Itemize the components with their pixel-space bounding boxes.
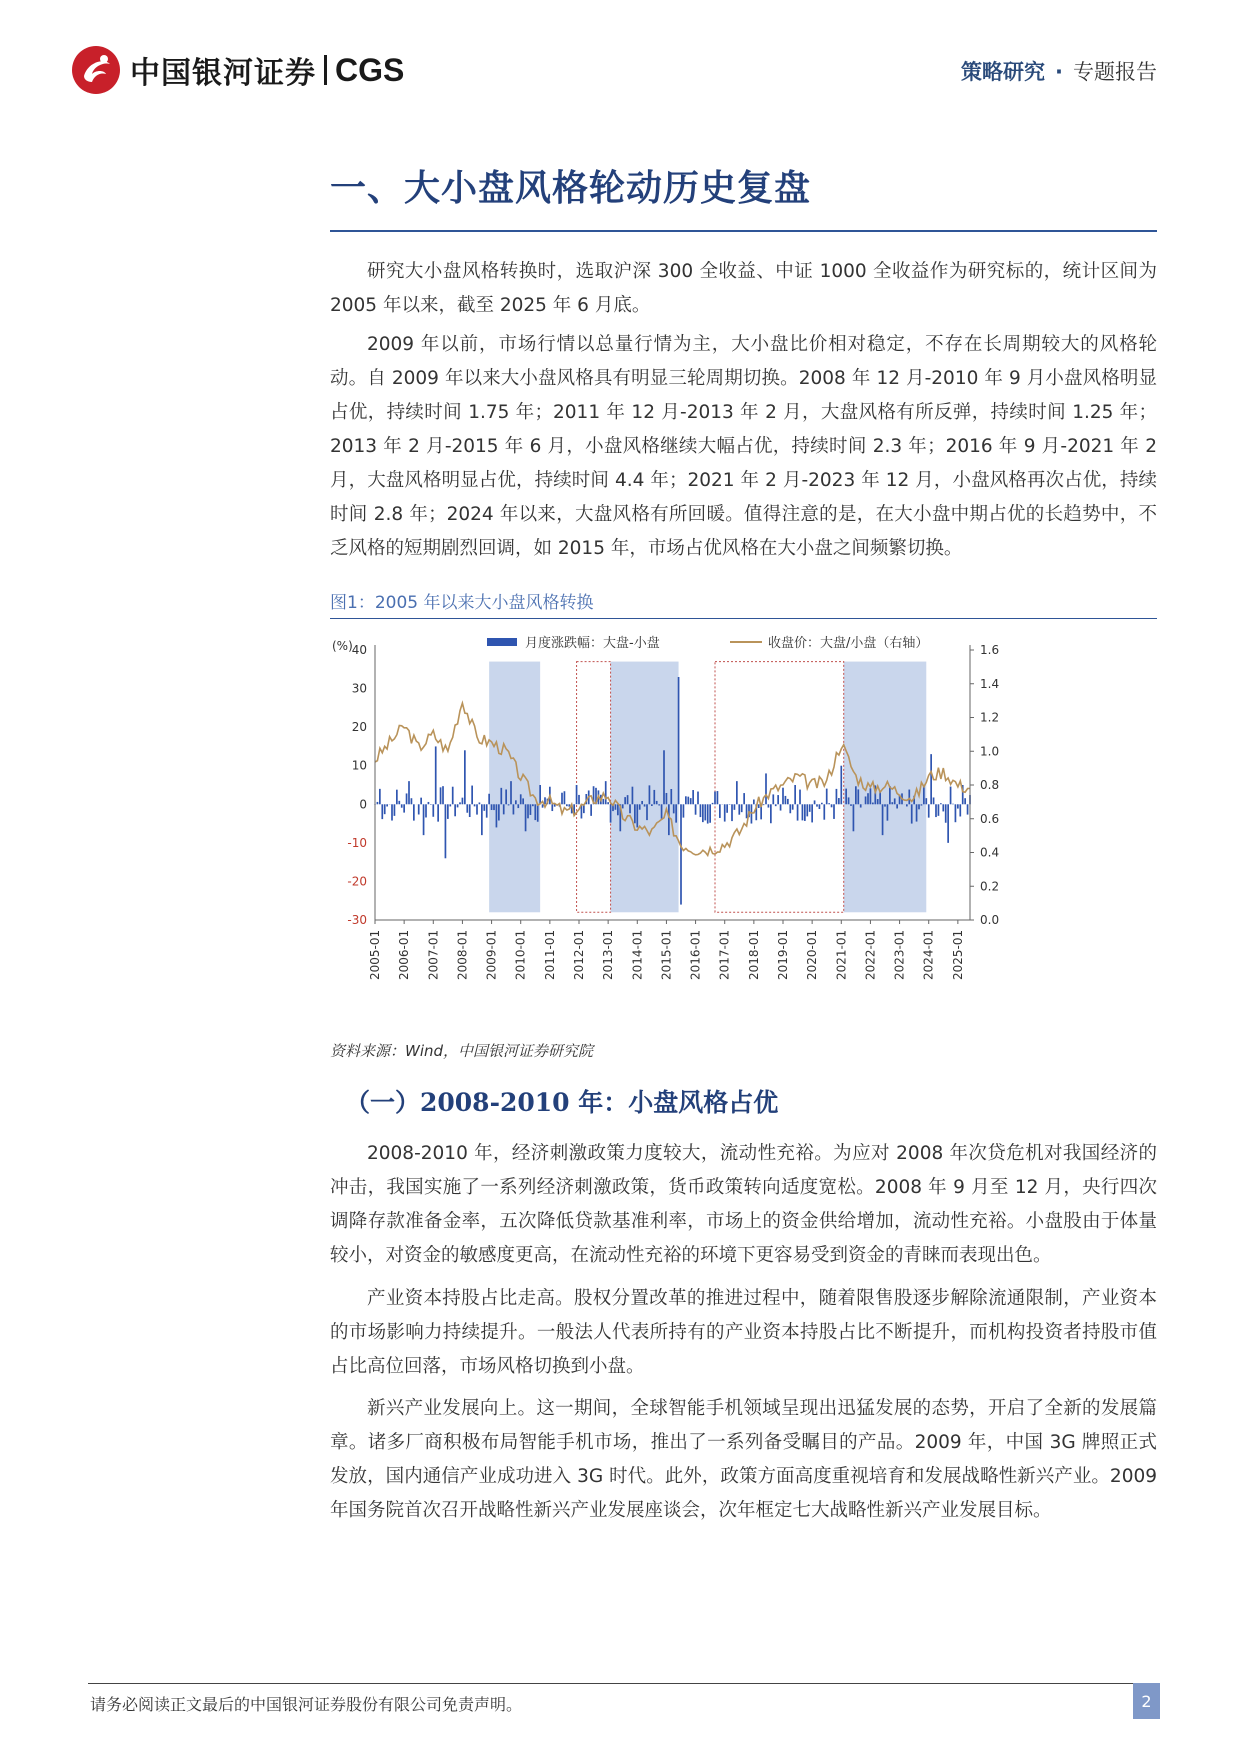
section-title-rule (330, 230, 1157, 232)
paragraph-history: 2009 年以前，市场行情以总量行情为主，大小盘比价相对稳定，不存在长周期较大的风格轮动。自 2009 年以来大小盘风格具有明显三轮周期切换。2008 年 12 月-2010 年 9 月小盘风格明显占优，持续时间 1.75 年；2011 年 12 月-2013 年 2 月，大盘风格有所反弹，持续时间 1.25 年；2013 年 2 月-2015 年 6 月，小盘风格继续大幅占优，持续时间 2.3 年；2016 年 9 月-2021 年 2 月，大盘风格明显占优，持续时间 4.4 年；2021 年 2 月-2023 年 12 月，小盘风格再次占优，持续时间 2.8 年；2024 年以来，大盘风格有所回暖。值得注意的是，在大小盘中期占优的长趋势中，不乏风格的短期剧烈回调，如 2015 年，市场占优风格在大小盘之间频繁切换。 (330, 334, 1157, 559)
paragraph-stimulus: 2008-2010 年，经济刺激政策力度较大，流动性充裕。为应对 2008 年次贷危机对我国经济的冲击，我国实施了一系列经济刺激政策，货币政策转向适度宽松。2008 年 9 月至 12 月，央行四次调降存款准备金率，五次降低贷款基准利率，市场上的资金供给增加，流动性充裕。小盘股由于体量较小，对资金的敏感度更高，在流动性充裕的环境下更容易受到资金的青睐而表现出色。 (330, 1143, 1157, 1266)
section-title: 一、大小盘风格轮动历史复盘 (330, 167, 812, 209)
monthly-diff-bar (695, 804, 697, 814)
monthly-diff-bar (401, 804, 403, 807)
monthly-diff-bar (602, 799, 604, 804)
paragraph-industrial-capital: 产业资本持股占比走高。股权分置改革的推进过程中，随着限售股逐步解除流通限制，产业资本的市场影响力持续提升。一般法人代表所持有的产业资本持股占比不断提升，而机构投资者持股市值占比高位回落，市场风格切换到小盘。 (330, 1288, 1157, 1377)
monthly-diff-bar (799, 790, 801, 805)
monthly-diff-bar (792, 804, 794, 809)
category-separator: · (1055, 60, 1063, 84)
monthly-diff-bar (466, 804, 468, 812)
left-tick-label: 40 (351, 643, 367, 657)
monthly-diff-bar (938, 804, 940, 816)
footer-disclaimer: 请务必阅读正文最后的中国银河证券股份有限公司免责声明。 (90, 1695, 523, 1714)
monthly-diff-bar (683, 804, 685, 817)
chart-legend (487, 635, 928, 651)
monthly-diff-bar (517, 804, 519, 808)
monthly-diff-bar (673, 804, 675, 813)
monthly-diff-bar (607, 802, 609, 804)
monthly-diff-bar (670, 789, 672, 804)
monthly-diff-bar (379, 789, 381, 804)
monthly-diff-bar (532, 804, 534, 806)
x-tick-label: 2023-01 (892, 929, 907, 980)
monthly-diff-bar (454, 804, 456, 816)
x-tick-label: 2019-01 (776, 929, 790, 980)
monthly-diff-bar (814, 800, 816, 804)
left-tick-label: 30 (351, 681, 367, 696)
monthly-diff-bar (821, 803, 823, 805)
monthly-diff-bar (787, 799, 789, 804)
monthly-diff-bar (680, 804, 682, 904)
monthly-diff-bar (925, 798, 927, 804)
monthly-diff-bar (449, 804, 451, 806)
x-tick-label: 2011-01 (542, 929, 557, 980)
monthly-diff-bar (537, 804, 539, 821)
monthly-diff-bar (457, 804, 459, 807)
chart-svg (330, 630, 1157, 1040)
monthly-diff-bar (894, 798, 896, 804)
small-cap-period-shade (611, 662, 679, 913)
figure-caption: 图1：2005 年以来大小盘风格转换 (330, 593, 594, 613)
monthly-diff-bar (452, 787, 454, 805)
right-tick-label: 0.4 (980, 845, 1000, 860)
style-rotation-chart (330, 630, 1157, 1040)
right-tick-label: 0.0 (980, 913, 1000, 927)
paragraph-intro: 研究大小盘风格转换时，选取沪深 300 全收益、中证 1000 全收益作为研究标的，统计区间为 2005 年以来，截至 2025 年 6 月底。 (330, 261, 1157, 316)
monthly-diff-bar (483, 804, 485, 811)
monthly-diff-bar (641, 801, 643, 804)
monthly-diff-bar (896, 804, 898, 808)
monthly-diff-bar (678, 677, 680, 804)
monthly-diff-bar (423, 804, 425, 835)
monthly-diff-bar (576, 785, 578, 804)
left-tick-label: -10 (347, 835, 367, 850)
monthly-diff-bar (566, 804, 568, 806)
monthly-diff-bar (413, 804, 415, 820)
monthly-diff-bar (712, 803, 714, 804)
monthly-diff-bar (622, 804, 624, 808)
monthly-diff-bar (743, 793, 745, 804)
monthly-diff-bar (826, 789, 828, 805)
monthly-diff-bar (802, 804, 804, 820)
monthly-diff-bar (406, 793, 408, 804)
right-tick-label: 1.6 (980, 643, 1000, 657)
monthly-diff-bar (632, 787, 634, 805)
monthly-diff-bar (615, 804, 617, 809)
right-tick-label: 0.6 (980, 811, 1000, 826)
monthly-diff-bar (860, 804, 862, 807)
monthly-diff-bar (513, 804, 515, 814)
monthly-diff-bar (789, 804, 791, 813)
monthly-diff-bar (930, 754, 932, 804)
monthly-diff-bar (853, 804, 855, 831)
monthly-diff-bar (653, 790, 655, 804)
legend-bar-swatch (487, 638, 517, 646)
x-tick-label: 2015-01 (659, 929, 674, 980)
monthly-diff-bar (644, 804, 646, 806)
monthly-diff-bar (891, 802, 893, 804)
left-tick-label: -30 (347, 913, 367, 927)
logo-text-en: CGS (335, 51, 405, 88)
monthly-diff-bar (758, 804, 760, 808)
x-tick-label: 2005-01 (368, 929, 382, 980)
page-number: 2 (1133, 1683, 1160, 1719)
paragraph-emerging-industries: 新兴产业发展向上。这一期间，全球智能手机领域呈现出迅猛发展的态势，开启了全新的发展篇章。诸多厂商积极布局智能手机市场，推出了一系列备受瞩目的产品。2009 年，中国 3G 牌照正式发放，国内通信产业成功进入 3G 时代。此外，政策方面高度重视培育和发展战略性新兴产业。2009 年国务院首次召开战略性新兴产业发展座谈会，次年框定七大战略性新兴产业发展目标。 (330, 1398, 1157, 1521)
monthly-diff-bar (697, 792, 699, 805)
monthly-diff-bar (493, 804, 495, 810)
right-tick-label: 1.0 (980, 744, 1000, 759)
monthly-diff-bar (661, 804, 663, 818)
monthly-diff-bar (685, 796, 687, 804)
monthly-diff-bar (687, 797, 689, 805)
monthly-diff-bar (384, 804, 386, 814)
monthly-diff-bar (704, 804, 706, 820)
x-tick-label: 2013-01 (601, 929, 616, 980)
figure-rule (330, 618, 1157, 619)
monthly-diff-bar (428, 802, 430, 804)
monthly-diff-bar (656, 801, 658, 804)
company-logo (70, 44, 404, 96)
monthly-diff-bar (867, 793, 869, 804)
monthly-diff-bar (857, 789, 859, 804)
figure-source: 资料来源：Wind，中国银河证券研究院 (330, 1042, 594, 1060)
monthly-diff-bar (649, 785, 651, 804)
x-tick-label: 2012-01 (572, 929, 586, 980)
monthly-diff-bar (777, 795, 779, 804)
monthly-diff-bar (525, 804, 527, 831)
page-header (0, 0, 1240, 110)
monthly-diff-bar (432, 804, 434, 816)
monthly-diff-bar (741, 804, 743, 812)
monthly-diff-bar (491, 804, 493, 810)
right-tick-label: 1.4 (980, 676, 1000, 691)
monthly-diff-bar (707, 804, 709, 823)
monthly-diff-bar (520, 794, 522, 804)
monthly-diff-bar (906, 804, 908, 806)
footer-rule (88, 1683, 1160, 1684)
left-axis-unit: (%) (332, 639, 353, 653)
monthly-diff-bar (811, 804, 813, 822)
x-tick-label: 2006-01 (397, 929, 412, 980)
monthly-diff-bar (486, 804, 488, 817)
monthly-diff-bar (578, 795, 580, 804)
monthly-diff-bar (770, 804, 772, 823)
monthly-diff-bar (916, 804, 918, 821)
monthly-diff-bar (396, 790, 398, 805)
monthly-diff-bar (765, 773, 767, 804)
monthly-diff-bar (709, 804, 711, 822)
monthly-diff-bar (908, 790, 910, 805)
monthly-diff-bar (666, 793, 668, 804)
monthly-diff-bar (724, 804, 726, 821)
monthly-diff-bar (831, 804, 833, 807)
monthly-diff-bar (838, 798, 840, 804)
x-tick-label: 2022-01 (863, 929, 878, 980)
monthly-diff-bar (809, 804, 811, 812)
monthly-diff-bar (508, 804, 510, 805)
x-tick-label: 2024-01 (921, 929, 936, 980)
x-tick-label: 2025-01 (950, 929, 965, 980)
monthly-diff-bar (816, 804, 818, 806)
monthly-diff-bar (624, 797, 626, 804)
monthly-diff-bar (717, 791, 719, 804)
monthly-diff-bar (782, 788, 784, 805)
monthly-diff-bar (772, 794, 774, 804)
monthly-diff-bar (651, 804, 653, 806)
x-tick-label: 2021-01 (834, 929, 849, 980)
monthly-diff-bar (702, 804, 704, 822)
monthly-diff-bar (391, 804, 393, 820)
monthly-diff-bar (945, 804, 947, 822)
right-tick-label: 0.8 (980, 778, 1000, 792)
left-tick-label: 10 (351, 758, 367, 773)
monthly-diff-bar (381, 804, 383, 819)
monthly-diff-bar (418, 804, 420, 814)
monthly-diff-bar (411, 798, 413, 804)
monthly-diff-bar (726, 804, 728, 813)
right-tick-label: 0.2 (980, 879, 1000, 894)
monthly-diff-bar (848, 797, 850, 804)
monthly-diff-bar (435, 746, 437, 804)
monthly-diff-bar (785, 796, 787, 804)
monthly-diff-bar (617, 804, 619, 815)
monthly-diff-bar (845, 789, 847, 805)
monthly-diff-bar (928, 804, 930, 817)
monthly-diff-bar (445, 804, 447, 858)
monthly-diff-bar (515, 800, 517, 804)
small-cap-period-shade (489, 662, 540, 913)
x-tick-label: 2016-01 (688, 929, 703, 980)
monthly-diff-bar (386, 804, 388, 806)
monthly-diff-bar (425, 804, 427, 817)
monthly-diff-bar (955, 804, 957, 822)
monthly-diff-bar (377, 802, 379, 804)
monthly-diff-bar (440, 787, 442, 804)
monthly-diff-bar (870, 788, 872, 804)
monthly-diff-bar (692, 790, 694, 804)
monthly-diff-bar (408, 781, 410, 804)
monthly-diff-bar (947, 804, 949, 843)
monthly-diff-bar (855, 786, 857, 804)
monthly-diff-bar (967, 804, 969, 814)
monthly-diff-bar (775, 804, 777, 806)
x-tick-label: 2010-01 (513, 929, 528, 980)
monthly-diff-bar (639, 804, 641, 809)
report-type-label: 专题报告 (1073, 60, 1157, 84)
monthly-diff-bar (590, 804, 592, 816)
monthly-diff-bar (964, 798, 966, 804)
legend-bar-label: 月度涨跌幅：大盘-小盘 (525, 636, 660, 651)
monthly-diff-bar (503, 804, 505, 814)
monthly-diff-bar (823, 804, 825, 819)
monthly-diff-bar (940, 803, 942, 804)
monthly-diff-bar (935, 804, 937, 817)
monthly-diff-bar (918, 804, 920, 809)
monthly-diff-bar (459, 802, 461, 804)
monthly-diff-bar (663, 750, 665, 804)
monthly-diff-bar (658, 804, 660, 805)
monthly-diff-bar (500, 788, 502, 804)
monthly-diff-bar (442, 786, 444, 804)
category-label: 策略研究 (961, 60, 1046, 84)
monthly-diff-bar (564, 791, 566, 804)
report-category (961, 56, 1157, 86)
monthly-diff-bar (751, 804, 753, 823)
monthly-diff-bar (957, 804, 959, 808)
monthly-diff-bar (629, 804, 631, 813)
monthly-diff-bar (933, 797, 935, 804)
monthly-diff-bar (753, 800, 755, 805)
monthly-diff-bar (634, 804, 636, 823)
monthly-diff-bar (394, 804, 396, 816)
monthly-diff-bar (882, 804, 884, 835)
monthly-diff-bar (522, 798, 524, 804)
monthly-diff-bar (510, 781, 512, 804)
monthly-diff-bar (551, 804, 553, 811)
monthly-diff-bar (471, 786, 473, 805)
monthly-diff-bar (420, 798, 422, 805)
monthly-diff-bar (530, 804, 532, 815)
monthly-diff-bar (828, 803, 830, 804)
monthly-diff-bar (952, 804, 954, 805)
monthly-diff-bar (605, 781, 607, 804)
monthly-diff-bar (474, 804, 476, 806)
monthly-diff-bar (469, 804, 471, 817)
left-tick-label: 0 (359, 797, 367, 812)
monthly-diff-bar (746, 804, 748, 818)
monthly-diff-bar (840, 766, 842, 805)
monthly-diff-bar (544, 797, 546, 804)
monthly-diff-bar (464, 750, 466, 804)
monthly-diff-bar (806, 804, 808, 816)
x-tick-label: 2014-01 (630, 929, 645, 980)
logo-divider (324, 55, 327, 85)
monthly-diff-bar (731, 804, 733, 821)
monthly-diff-bar (736, 781, 738, 804)
monthly-diff-bar (610, 804, 612, 822)
monthly-diff-bar (627, 795, 629, 804)
monthly-diff-bar (877, 799, 879, 804)
monthly-diff-bar (719, 804, 721, 818)
monthly-diff-bar (447, 804, 449, 819)
monthly-diff-bar (865, 796, 867, 804)
monthly-diff-bar (768, 804, 770, 807)
monthly-diff-bar (763, 804, 765, 805)
monthly-diff-bar (476, 804, 478, 814)
monthly-diff-bar (690, 798, 692, 804)
monthly-diff-bar (646, 804, 648, 820)
monthly-diff-bar (488, 794, 490, 805)
monthly-diff-bar (780, 804, 782, 810)
monthly-diff-bar (700, 804, 702, 817)
monthly-diff-bar (534, 804, 536, 820)
x-tick-label: 2009-01 (484, 929, 499, 980)
monthly-diff-bar (797, 804, 799, 820)
monthly-diff-bar (714, 792, 716, 805)
monthly-diff-bar (561, 793, 563, 805)
monthly-diff-bar (850, 804, 852, 806)
monthly-diff-bar (481, 804, 483, 835)
logo-mark-icon (70, 44, 122, 96)
monthly-diff-bar (942, 804, 944, 811)
monthly-diff-bar (734, 804, 736, 810)
monthly-diff-bar (884, 804, 886, 806)
x-tick-label: 2007-01 (426, 929, 441, 980)
monthly-diff-bar (872, 803, 874, 805)
monthly-diff-bar (437, 804, 439, 821)
monthly-diff-bar (836, 789, 838, 804)
x-tick-label: 2018-01 (746, 929, 761, 980)
monthly-diff-bar (911, 804, 913, 823)
monthly-diff-bar (833, 804, 835, 819)
x-tick-label: 2020-01 (805, 929, 820, 980)
monthly-diff-bar (921, 804, 923, 805)
right-tick-label: 1.2 (980, 710, 1000, 725)
monthly-diff-bar (498, 804, 500, 820)
monthly-diff-bar (887, 804, 889, 820)
x-tick-label: 2008-01 (455, 929, 470, 980)
monthly-diff-bar (636, 804, 638, 827)
monthly-diff-bar (959, 804, 961, 816)
monthly-diff-bar (505, 789, 507, 804)
left-tick-label: -20 (347, 874, 367, 889)
monthly-diff-bar (889, 786, 891, 804)
monthly-diff-bar (403, 804, 405, 812)
logo-text-cn: 中国银河证券 (130, 56, 316, 91)
legend-line-label: 收盘价：大盘/小盘（右轴） (768, 636, 929, 651)
monthly-diff-bar (804, 804, 806, 821)
monthly-diff-bar (462, 798, 464, 805)
monthly-diff-bar (496, 804, 498, 827)
monthly-diff-bar (398, 801, 400, 804)
monthly-diff-bar (675, 804, 677, 822)
left-tick-label: 20 (351, 720, 367, 735)
x-tick-label: 2017-01 (717, 929, 732, 980)
monthly-diff-bar (950, 787, 952, 805)
subsection-title: （一）2008-2010 年：小盘风格占优 (345, 1088, 779, 1117)
monthly-diff-bar (879, 792, 881, 805)
monthly-diff-bar (738, 804, 740, 814)
monthly-diff-bar (527, 804, 529, 818)
monthly-diff-bar (479, 802, 481, 804)
monthly-diff-bar (794, 785, 796, 804)
monthly-diff-bar (539, 785, 541, 804)
monthly-diff-bar (668, 804, 670, 835)
monthly-diff-bar (819, 804, 821, 809)
